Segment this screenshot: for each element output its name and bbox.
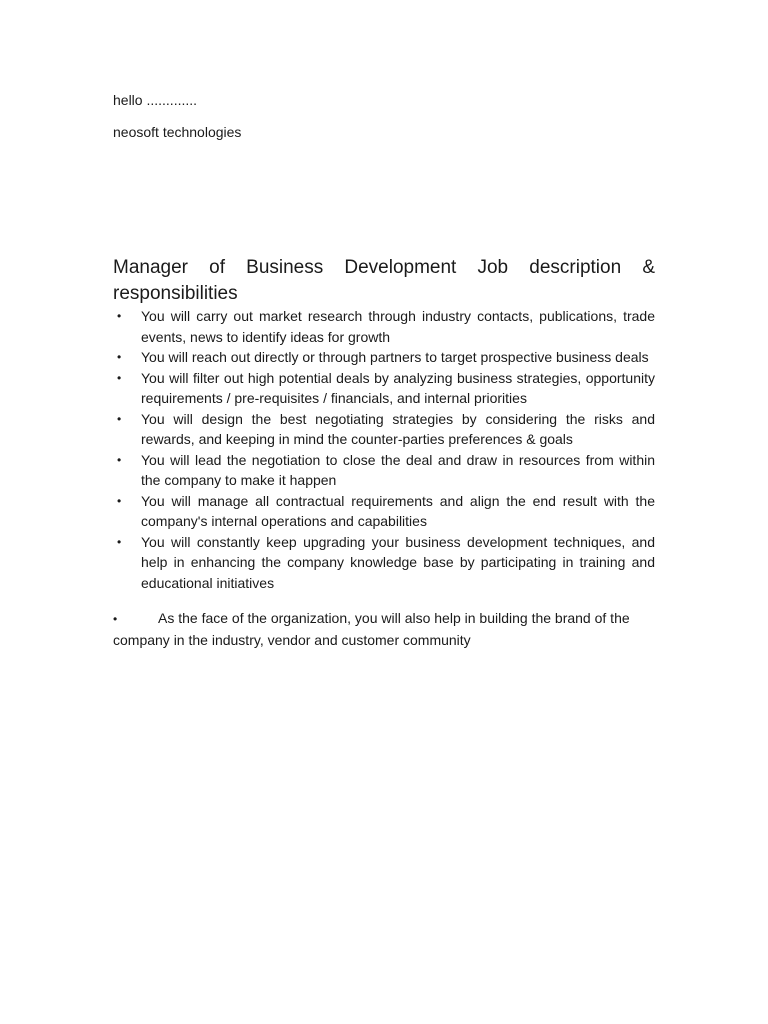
job-title-heading: Manager of Business Development Job description & responsibilities [113, 257, 655, 304]
company-name: neosoft technologies [113, 124, 242, 140]
list-item-text: You will reach out directly or through partners to target prospective business deals [141, 349, 649, 365]
bullet-icon: • [117, 411, 122, 426]
list-item-text: You will constantly keep upgrading your business development techniques, and help in enhancing the company knowledge base by participating in training and educational initiatives [141, 533, 655, 591]
greeting-text: hello ............. [113, 92, 198, 108]
bullet-icon: • [117, 493, 122, 508]
list-item [113, 368, 655, 409]
list-item-text: You will filter out high potential deals by analyzing business strategies, opportunity requirements / pre-requisites / financials, and internal priorities [141, 369, 655, 406]
list-item-text: You will design the best negotiating strategies by considering the risks and rewards, and keeping in mind the counter-parties preferences & goals [141, 410, 655, 447]
list-item [113, 347, 655, 368]
bullet-icon: • [117, 452, 122, 467]
bullet-icon: • [117, 370, 122, 385]
list-item [113, 491, 655, 532]
list-item-text: You will manage all contractual requirements and align the end result with the company's internal operations and capabilities [141, 492, 655, 529]
list-item [113, 409, 655, 450]
bullet-icon: • [117, 309, 122, 323]
list-item [113, 450, 655, 491]
bullet-icon: • [113, 612, 118, 626]
closing-paragraph [113, 608, 655, 651]
list-item [113, 532, 655, 594]
list-item [113, 306, 655, 347]
bullet-icon: • [117, 534, 122, 549]
closing-text: As the face of the organization, you will also help in building the brand of the company in the industry, vendor and customer community [113, 610, 630, 648]
list-item-text: You will carry out market research through industry contacts, publications, trade events, news to identify ideas for growth [141, 308, 655, 345]
list-item-text: You will lead the negotiation to close the deal and draw in resources from within the company to make it happen [141, 451, 655, 488]
responsibilities-list [113, 306, 655, 593]
bullet-icon: • [117, 350, 122, 364]
